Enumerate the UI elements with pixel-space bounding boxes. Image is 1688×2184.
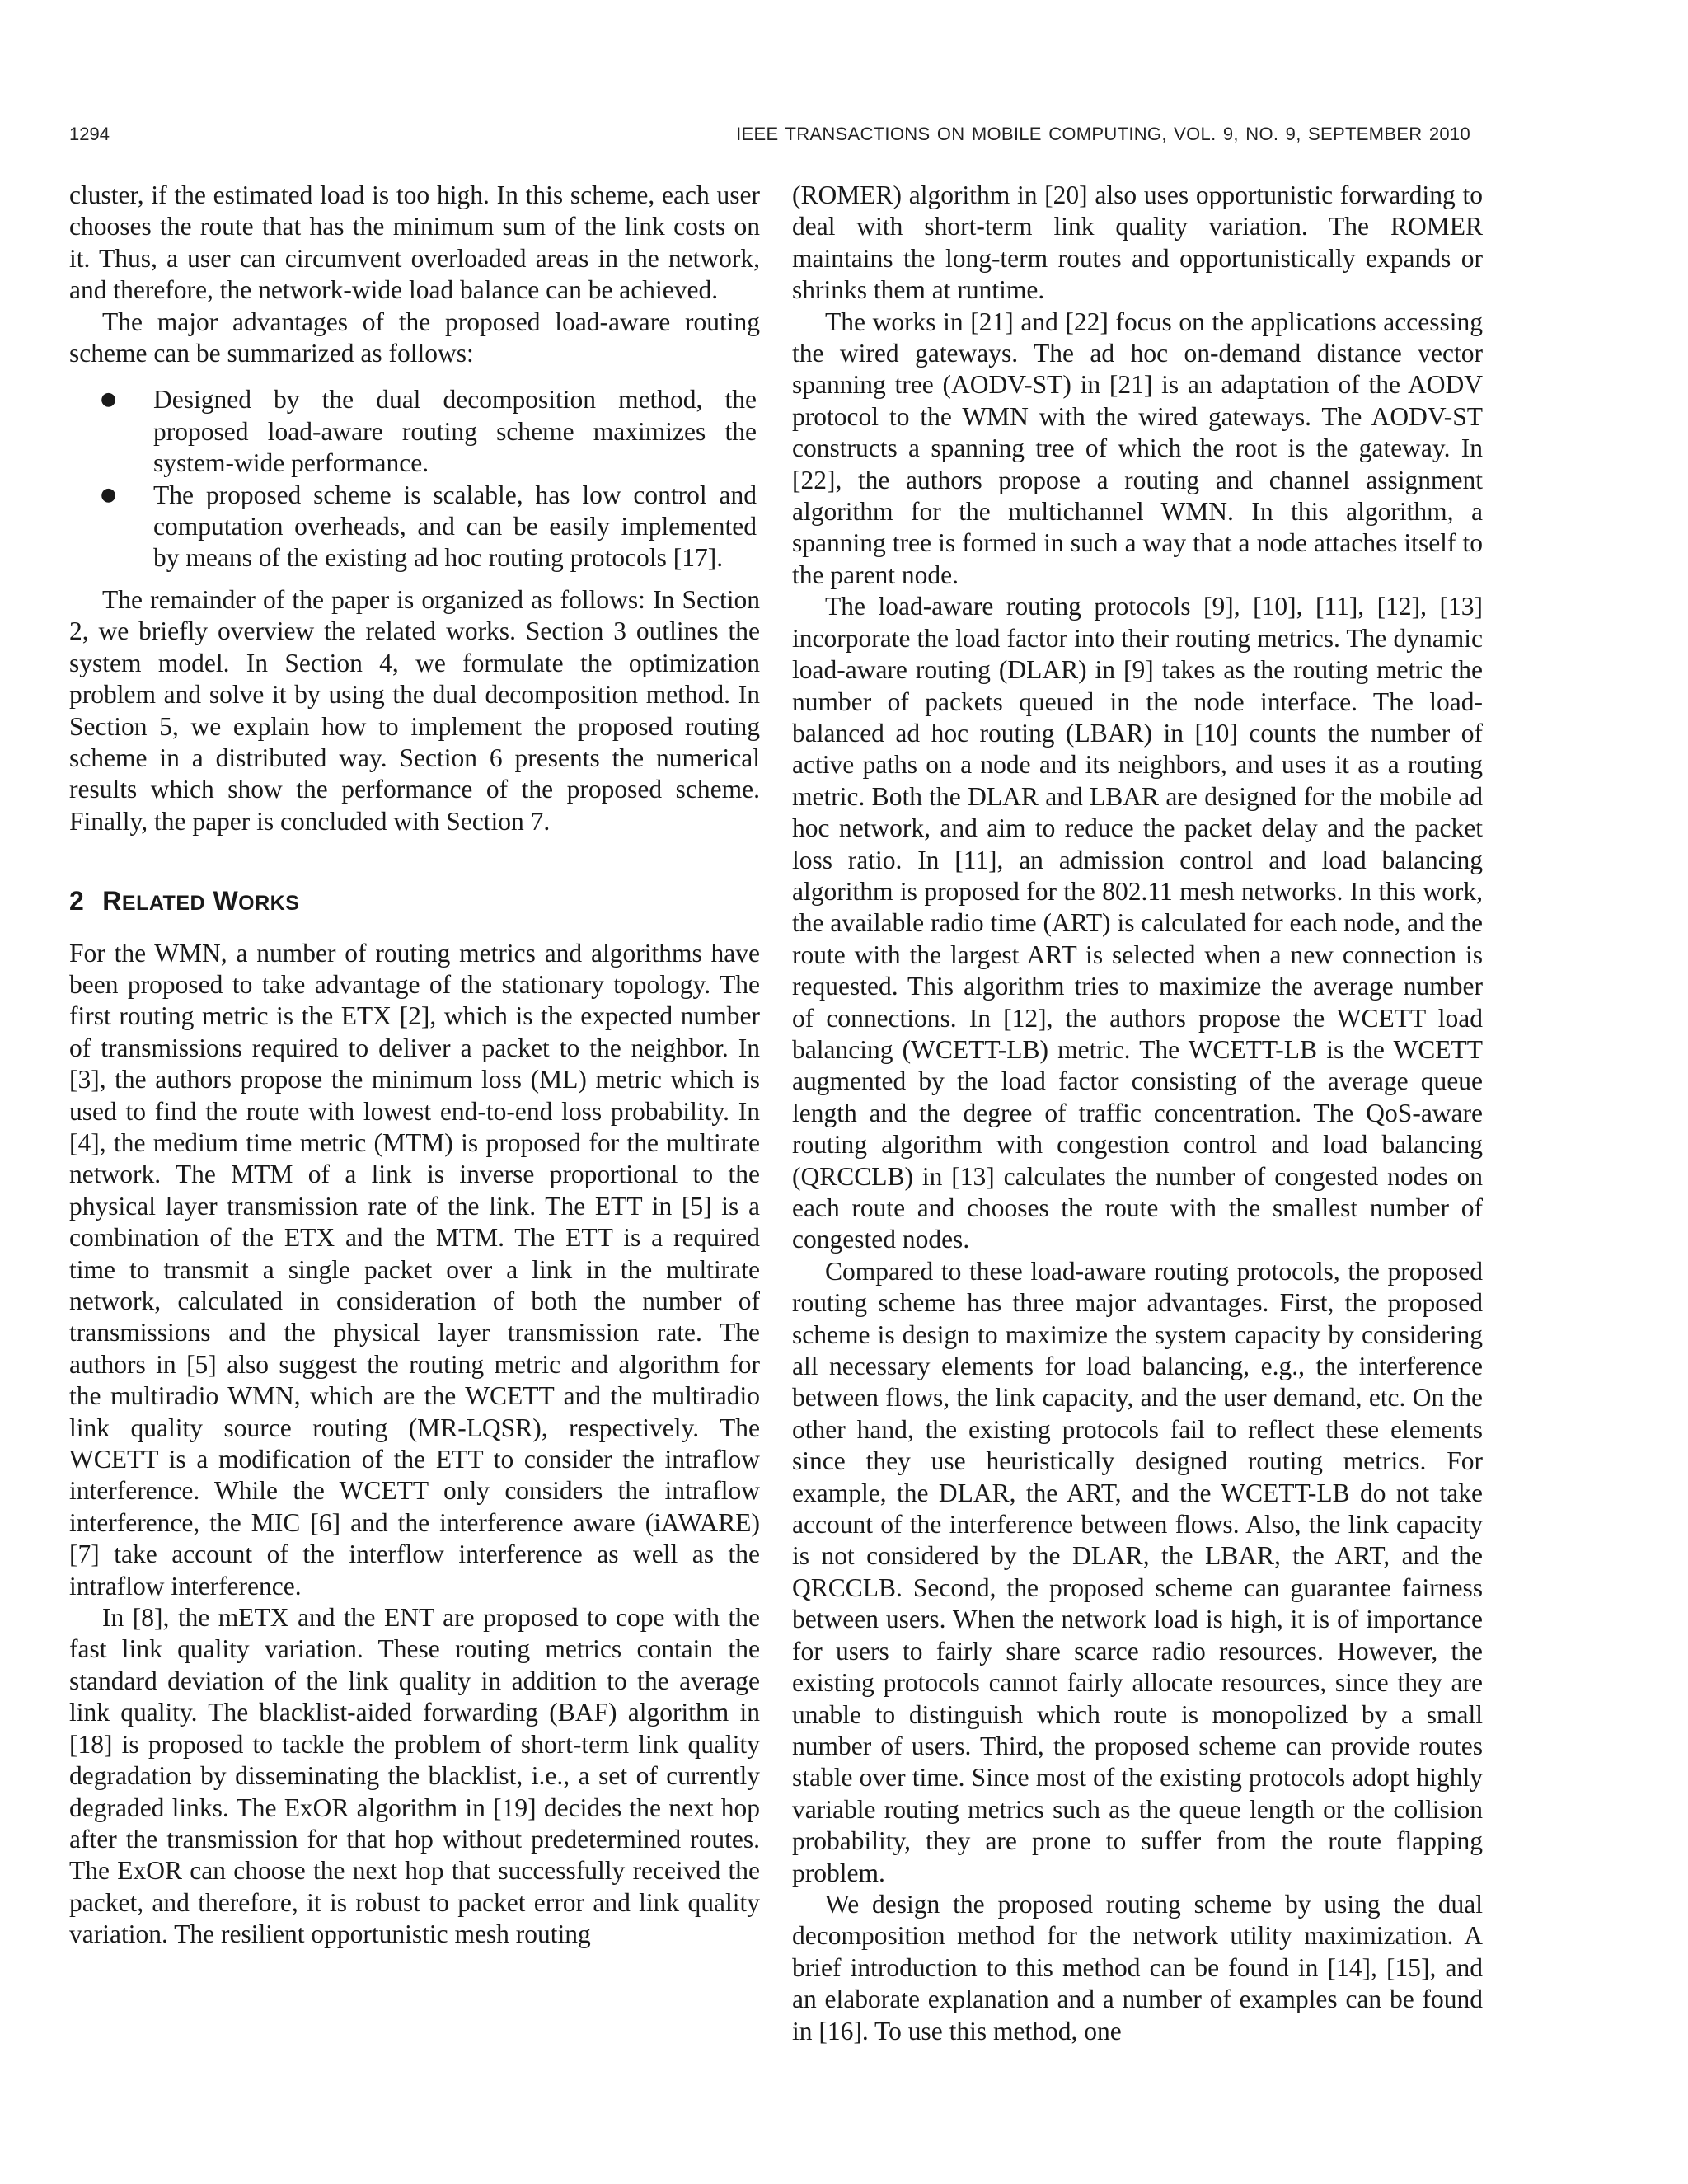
- paragraph-related-1: For the WMN, a number of routing metrics and algorithms have been proposed to take advantage of the stationary topology. The first routing metric is the ETX [2], which is the expected number of transmissions required to deliver a packet to the neighbor. In [3], the authors propose the minimum loss (ML) metric which is used to find the route with lowest end-to-end loss probability. In [4], the medium time metric (MTM) is proposed for the multirate network. The MTM of a link is inverse proportional to the physical layer transmission rate of the link. The ETT in [5] is a combination of the ETX and the MTM. The ETT is a required time to transmit a single packet over a link in the multirate network, calculated in consideration of both the number of transmissions and the physical layer transmission rate. The authors in [5] also suggest the routing metric and algorithm for the multiradio WMN, which are the WCETT and the multiradio link quality source routing (MR-LQSR), respectively. The WCETT is a modification of the ETT to consider the intraflow interference. While the WCETT only considers the intraflow interference, the MIC [6] and the interference aware (iAWARE) [7] take account of the interflow interference as well as the intraflow interference.: [69, 938, 760, 1601]
- paragraph-related-2: In [8], the mETX and the ENT are proposed to cope with the fast link quality variation. These routing metrics contain the standard deviation of the link quality in addition to the average link quality. The blacklist-aided forwarding (BAF) algorithm in [18] is proposed to tackle the problem of short-term link quality degradation by disseminating the blacklist, i.e., a set of currently degraded links. The ExOR algorithm in [19] decides the next hop after the transmission for that hop without predetermined routes. The ExOR can choose the next hop that successfully received the packet, and therefore, it is robust to packet error and link quality variation. The resilient opportunistic mesh routing: [69, 1603, 760, 1949]
- paragraph-design: We design the proposed routing scheme by using the dual decomposition method for the network utility maximization. A brief introduction to this method can be found in [14], [15], and an elaborate explanation and a number of examples can be found in [16]. To use this method, one: [792, 1889, 1483, 2046]
- paragraph-organization: The remainder of the paper is organized as follows: In Section 2, we briefly overview the related works. Section 3 outlines the system model. In Section 4, we formulate the optimization problem and solve it by using the dual decomposition method. In Section 5, we explain how to implement the proposed routing scheme in a distributed way. Section 6 presents the numerical results which show the performance of the proposed scheme. Finally, the paper is concluded with Section 7.: [69, 584, 760, 836]
- advantages-list: [69, 384, 760, 574]
- right-column: [792, 180, 1483, 2047]
- paragraph-continuation: cluster, if the estimated load is too high. In this scheme, each user chooses the route that has the minimum sum of the link costs on it. Thus, a user can circumvent overloaded areas in the network, and therefore, the network-wide load balance can be achieved.: [69, 180, 760, 305]
- paragraph-romer: (ROMER) algorithm in [20] also uses opportunistic forwarding to deal with short-term link quality variation. The ROMER maintains the long-term routes and opportunistically expands or shrinks them at runtime.: [792, 180, 1483, 305]
- running-title: IEEE TRANSACTIONS ON MOBILE COMPUTING, VOL. 9, NO. 9, SEPTEMBER 2010: [736, 124, 1470, 144]
- left-column: [69, 180, 760, 1951]
- page-header: [69, 124, 1470, 150]
- list-item-text: Designed by the dual decomposition method, the proposed load-aware routing scheme maximizes the system-wide performance.: [153, 385, 757, 478]
- paragraph-compared: Compared to these load-aware routing protocols, the proposed routing scheme has three major advantages. First, the proposed scheme is design to maximize the system capacity by considering all necessary elements for load balancing, e.g., the interference between flows, the link capacity, and the user demand, etc. On the other hand, the existing protocols fail to reflect these elements since they use heuristically designed routing metrics. For example, the DLAR, the ART, and the WCETT-LB do not take account of the interference between flows. Also, the link capacity is not considered by the DLAR, the LBAR, the ART, and the QRCCLB. Second, the proposed scheme can guarantee fairness between users. When the network load is high, it is of importance for users to fairly share scarce radio resources. However, the existing protocols cannot fairly allocate resources, since they are unable to distinguish which route is monopolized by a small number of users. Third, the proposed scheme can provide routes stable over time. Since most of the existing protocols adopt highly variable routing metrics such as the queue length or the collision probability, they are prone to suffer from the route flapping problem.: [792, 1256, 1483, 1887]
- list-item: [69, 384, 760, 479]
- paragraph-load-aware: The load-aware routing protocols [9], [10], [11], [12], [13] incorporate the load factor into their routing metrics. The dynamic load-aware routing (DLAR) in [9] takes as the routing metric the number of packets queued in the node interface. The load-balanced ad hoc routing (LBAR) in [10] counts the number of active paths on a node and its neighbors, and uses it as a routing metric. Both the DLAR and LBAR are designed for the mobile ad hoc network, and aim to reduce the packet delay and the packet loss ratio. In [11], an admission control and load balancing algorithm is proposed for the 802.11 mesh networks. In this work, the available radio time (ART) is calculated for each node, and the route with the largest ART is selected when a new connection is requested. This algorithm tries to maximize the average number of connections. In [12], the authors propose the WCETT load balancing (WCETT-LB) metric. The WCETT-LB is the WCETT augmented by the load factor consisting of the average queue length and the degree of traffic concentration. The QoS-aware routing algorithm with congestion control and load balancing (QRCCLB) in [13] calculates the number of congested nodes on each route and chooses the route with the smallest number of congested nodes.: [792, 592, 1483, 1254]
- bullet-icon: ●: [101, 389, 117, 410]
- bullet-icon: ●: [101, 484, 117, 505]
- list-item: [69, 480, 760, 574]
- list-item-text: The proposed scheme is scalable, has low control and computation overheads, and can be easily implemented by means of the existing ad hoc routing protocols [17].: [153, 480, 757, 573]
- paragraph-advantages-intro: The major advantages of the proposed load-aware routing scheme can be summarized as follows:: [69, 307, 760, 368]
- paragraph-gateways: The works in [21] and [22] focus on the applications accessing the wired gateways. The ad hoc on-demand distance vector spanning tree (AODV-ST) in [21] is an adaptation of the AODV protocol to the WMN with the wired gateways. The AODV-ST constructs a spanning tree of which the root is the gateway. In [22], the authors propose a routing and channel assignment algorithm for the multichannel WMN. In this algorithm, a spanning tree is formed in such a way that a node attaches itself to the parent node.: [792, 307, 1483, 589]
- section-number: 2: [69, 886, 85, 916]
- section-heading: 2 RELATED WORKS: [69, 886, 300, 916]
- page-number: 1294: [69, 124, 110, 144]
